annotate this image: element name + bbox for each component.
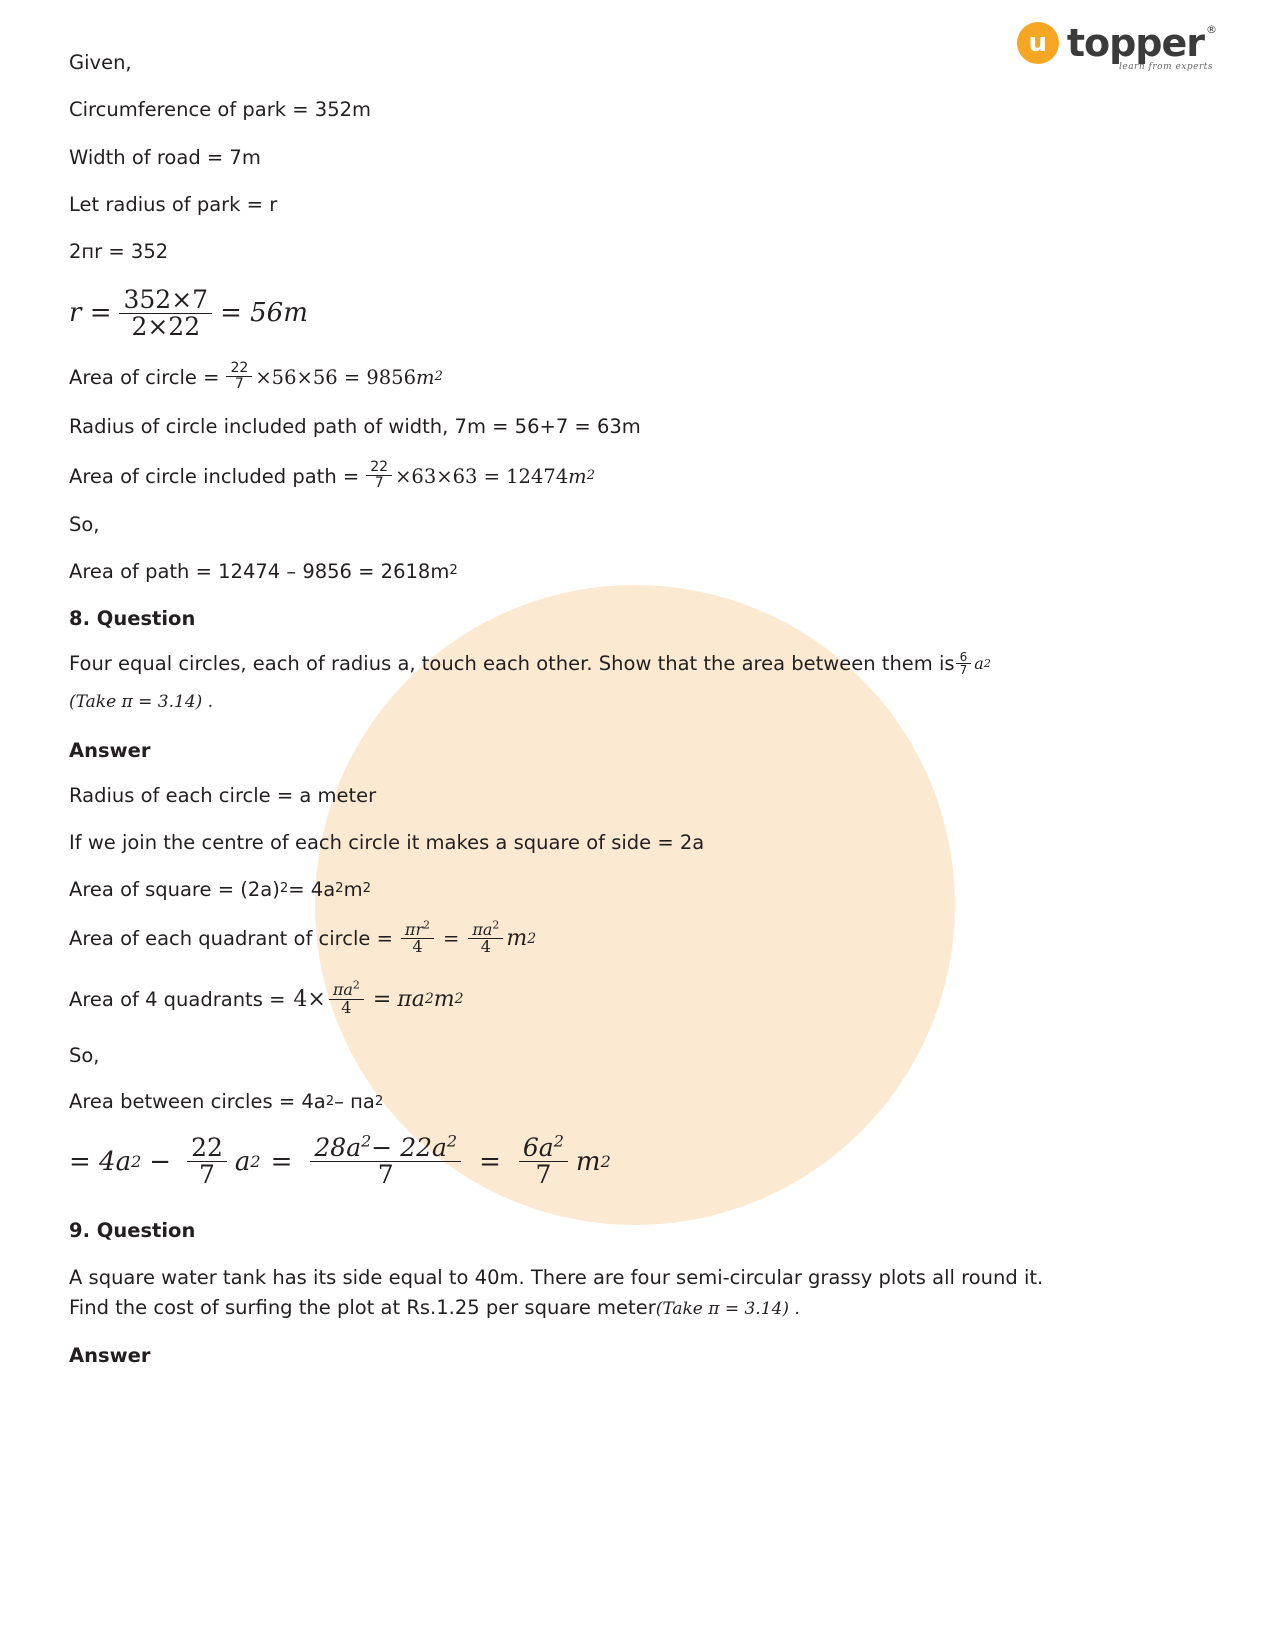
radius-numerator: 352×7 bbox=[119, 287, 212, 314]
between-text: Area between circles = 4a bbox=[69, 1090, 326, 1114]
area-square-unit: m bbox=[343, 877, 363, 901]
logo-wordmark: topper bbox=[1066, 21, 1204, 65]
four-quadrants-prefix: Area of 4 quadrants = bbox=[69, 987, 286, 1011]
let-radius-line: Let radius of park = r bbox=[69, 192, 278, 216]
quadrant-f2-den: 4 bbox=[480, 937, 491, 957]
logo-tagline: learn from experts bbox=[1118, 62, 1213, 72]
final-f2-num-b: − 22a bbox=[371, 1133, 447, 1163]
final-a: a bbox=[234, 1146, 251, 1177]
question-8-frac-num: 6 bbox=[956, 651, 972, 665]
circumference-equation: 2пr = 352 bbox=[69, 240, 169, 264]
final-fraction-1 bbox=[187, 1135, 227, 1189]
area-path-text: Area of path = 12474 – 9856 = 2618 bbox=[69, 559, 431, 583]
quadrant-prefix: Area of each quadrant of circle = bbox=[69, 927, 393, 951]
final-equals-2: = bbox=[479, 1146, 501, 1177]
area-circle-unit: m bbox=[416, 365, 435, 389]
between-minus: – пa bbox=[334, 1090, 375, 1114]
final-equals-1: = bbox=[270, 1146, 293, 1177]
area-included-mid: ×63×63 = 12474 bbox=[395, 464, 569, 488]
area-square-prefix: Area of square = (2a) bbox=[69, 877, 280, 901]
area-circle-frac-den: 7 bbox=[234, 375, 244, 392]
given-label: Given, bbox=[69, 51, 132, 74]
quadrant-f1-num-exp: 2 bbox=[423, 918, 431, 932]
radius-included-line: Radius of circle included path of width, 7m = 56+7 = 63m bbox=[69, 414, 641, 438]
final-f2-num-a: 28a bbox=[314, 1133, 362, 1163]
quadrant-fraction-1 bbox=[401, 918, 434, 957]
question-8-text: Four equal circles, each of radius a, touch each other. Show that the area between them is $\frac{6}{7}$ a 2 bbox=[69, 649, 991, 678]
area-of-square-line: Area of square = (2a) 2 = 4a 2 m 2 bbox=[69, 877, 372, 901]
area-included-line: Area of circle included path = $\frac{22}{7}$ ×63×63 = 12474 m 2 bbox=[69, 458, 596, 491]
question-8-var: a bbox=[974, 654, 984, 674]
area-between-circles-line: Area between circles = 4a 2 – пa 2 bbox=[69, 1090, 384, 1114]
four-quadrants-result: πa bbox=[397, 986, 425, 1012]
radius-fraction bbox=[119, 284, 212, 341]
question-9-note: (Take π = 3.14) . bbox=[655, 1298, 800, 1319]
four-quadrants-f-num: πa bbox=[332, 980, 353, 1000]
area-included-unit: m bbox=[568, 464, 587, 488]
four-quadrants-f-den: 4 bbox=[341, 997, 352, 1017]
quadrant-f2-num-exp: 2 bbox=[492, 918, 500, 932]
circumference-line: Circumference of park = 352m bbox=[69, 98, 372, 122]
join-centres-line: If we join the centre of each circle it makes a square of side = 2a bbox=[69, 831, 705, 855]
final-fraction-2 bbox=[310, 1131, 461, 1190]
quadrant-f2-num: πa bbox=[472, 919, 493, 939]
area-four-quadrants-line: Area of 4 quadrants = 4× $\frac{\pi a^2}{4}$ = πa 2 m 2 bbox=[69, 978, 464, 1017]
quadrant-f1-num: πr bbox=[404, 919, 424, 939]
area-of-path-line: Area of path = 12474 – 9856 = 2618 m 2 bbox=[69, 559, 458, 583]
area-included-frac-num: 22 bbox=[366, 460, 392, 476]
area-circle-frac-num: 22 bbox=[226, 361, 252, 377]
so-label-8: So, bbox=[69, 1043, 100, 1067]
radius-each-circle: Radius of each circle = a meter bbox=[69, 783, 377, 807]
final-f2-den: 7 bbox=[377, 1160, 394, 1190]
four-quadrants-f-num-exp: 2 bbox=[352, 978, 360, 992]
final-f1-den: 7 bbox=[199, 1160, 215, 1190]
final-f3-num-exp: 2 bbox=[553, 1131, 564, 1151]
answer-8-heading: Answer bbox=[69, 738, 151, 762]
answer-9-heading: Answer bbox=[69, 1344, 151, 1367]
question-8-fraction bbox=[956, 651, 972, 677]
four-quadrants-fraction bbox=[329, 978, 364, 1017]
area-included-fraction bbox=[366, 460, 392, 490]
final-calculation-row: = 4a 2 − $\frac{22}{7}$ a 2 = $\frac{28a^2- 22a^2}{7}$ = $\frac{6a^2}{7}$ m 2 bbox=[69, 1131, 611, 1190]
quadrant-equals: = bbox=[443, 927, 460, 951]
area-square-mid: = 4a bbox=[288, 877, 336, 901]
radius-result: = 56m bbox=[220, 298, 308, 329]
question-9-heading: 9. Question bbox=[69, 1218, 196, 1242]
radius-calculation bbox=[69, 284, 1149, 341]
final-f1-num: 22 bbox=[187, 1135, 227, 1162]
question-8-note: (Take π = 3.14) . bbox=[69, 692, 214, 712]
question-8-frac-den: 7 bbox=[959, 663, 968, 678]
quadrant-tail-unit: m bbox=[506, 926, 528, 952]
so-label-7: So, bbox=[69, 513, 100, 537]
area-of-quadrant-line: Area of each quadrant of circle = $\frac{\pi r^2}{4}$ = $\frac{\pi a^2}{4}$ m 2 bbox=[69, 918, 537, 957]
area-path-unit: m bbox=[430, 559, 450, 583]
question-9-line1: A square water tank has its side equal to 40m. There are four semi-circular grassy plots all round it. bbox=[69, 1265, 1044, 1289]
quadrant-fraction-2 bbox=[468, 918, 503, 957]
registered-mark: ® bbox=[1206, 22, 1217, 36]
final-f3-num-wrap bbox=[519, 1131, 568, 1163]
radius-lhs: r = bbox=[69, 298, 112, 329]
area-circle-prefix: Area of circle = bbox=[69, 365, 220, 389]
quadrant-f1-den: 4 bbox=[412, 937, 423, 957]
area-included-prefix: Area of circle included path = bbox=[69, 464, 360, 488]
logo-mark-icon: u bbox=[1017, 22, 1059, 64]
final-f2-num-b-exp: 2 bbox=[446, 1131, 458, 1151]
question-8-heading: 8. Question bbox=[69, 606, 196, 630]
area-of-circle-line: Area of circle = $\frac{22}{7}$ ×56×56 = 9856 m 2 bbox=[69, 360, 443, 392]
question-9-line2: Find the cost of surfing the plot at Rs.1.25 per square meter bbox=[69, 1295, 656, 1319]
area-included-frac-den: 7 bbox=[374, 474, 384, 491]
topper-logo bbox=[1017, 21, 1217, 72]
final-tail: m bbox=[575, 1146, 601, 1177]
final-f2-num-wrap bbox=[310, 1131, 461, 1163]
four-quadrants-unit: m bbox=[433, 986, 455, 1012]
area-circle-mid: ×56×56 = 9856 bbox=[255, 365, 416, 389]
final-f2-num-a-exp: 2 bbox=[361, 1131, 372, 1151]
four-quadrants-mult: 4× bbox=[293, 986, 326, 1012]
document-content bbox=[69, 50, 1149, 1388]
area-circle-fraction bbox=[226, 361, 252, 391]
final-lhs: = 4a bbox=[69, 1146, 132, 1177]
radius-denominator: 2×22 bbox=[131, 311, 201, 341]
question-8-text-part1: Four equal circles, each of radius a, touch each other. Show that the area between them is bbox=[69, 652, 955, 676]
width-line: Width of road = 7m bbox=[69, 145, 261, 169]
question-9-text bbox=[69, 1263, 1149, 1323]
final-minus: − bbox=[149, 1146, 172, 1177]
final-fraction-3 bbox=[519, 1131, 568, 1190]
final-f3-den: 7 bbox=[535, 1160, 552, 1190]
four-quadrants-equals: = bbox=[372, 986, 392, 1012]
final-f3-num: 6a bbox=[522, 1133, 554, 1163]
